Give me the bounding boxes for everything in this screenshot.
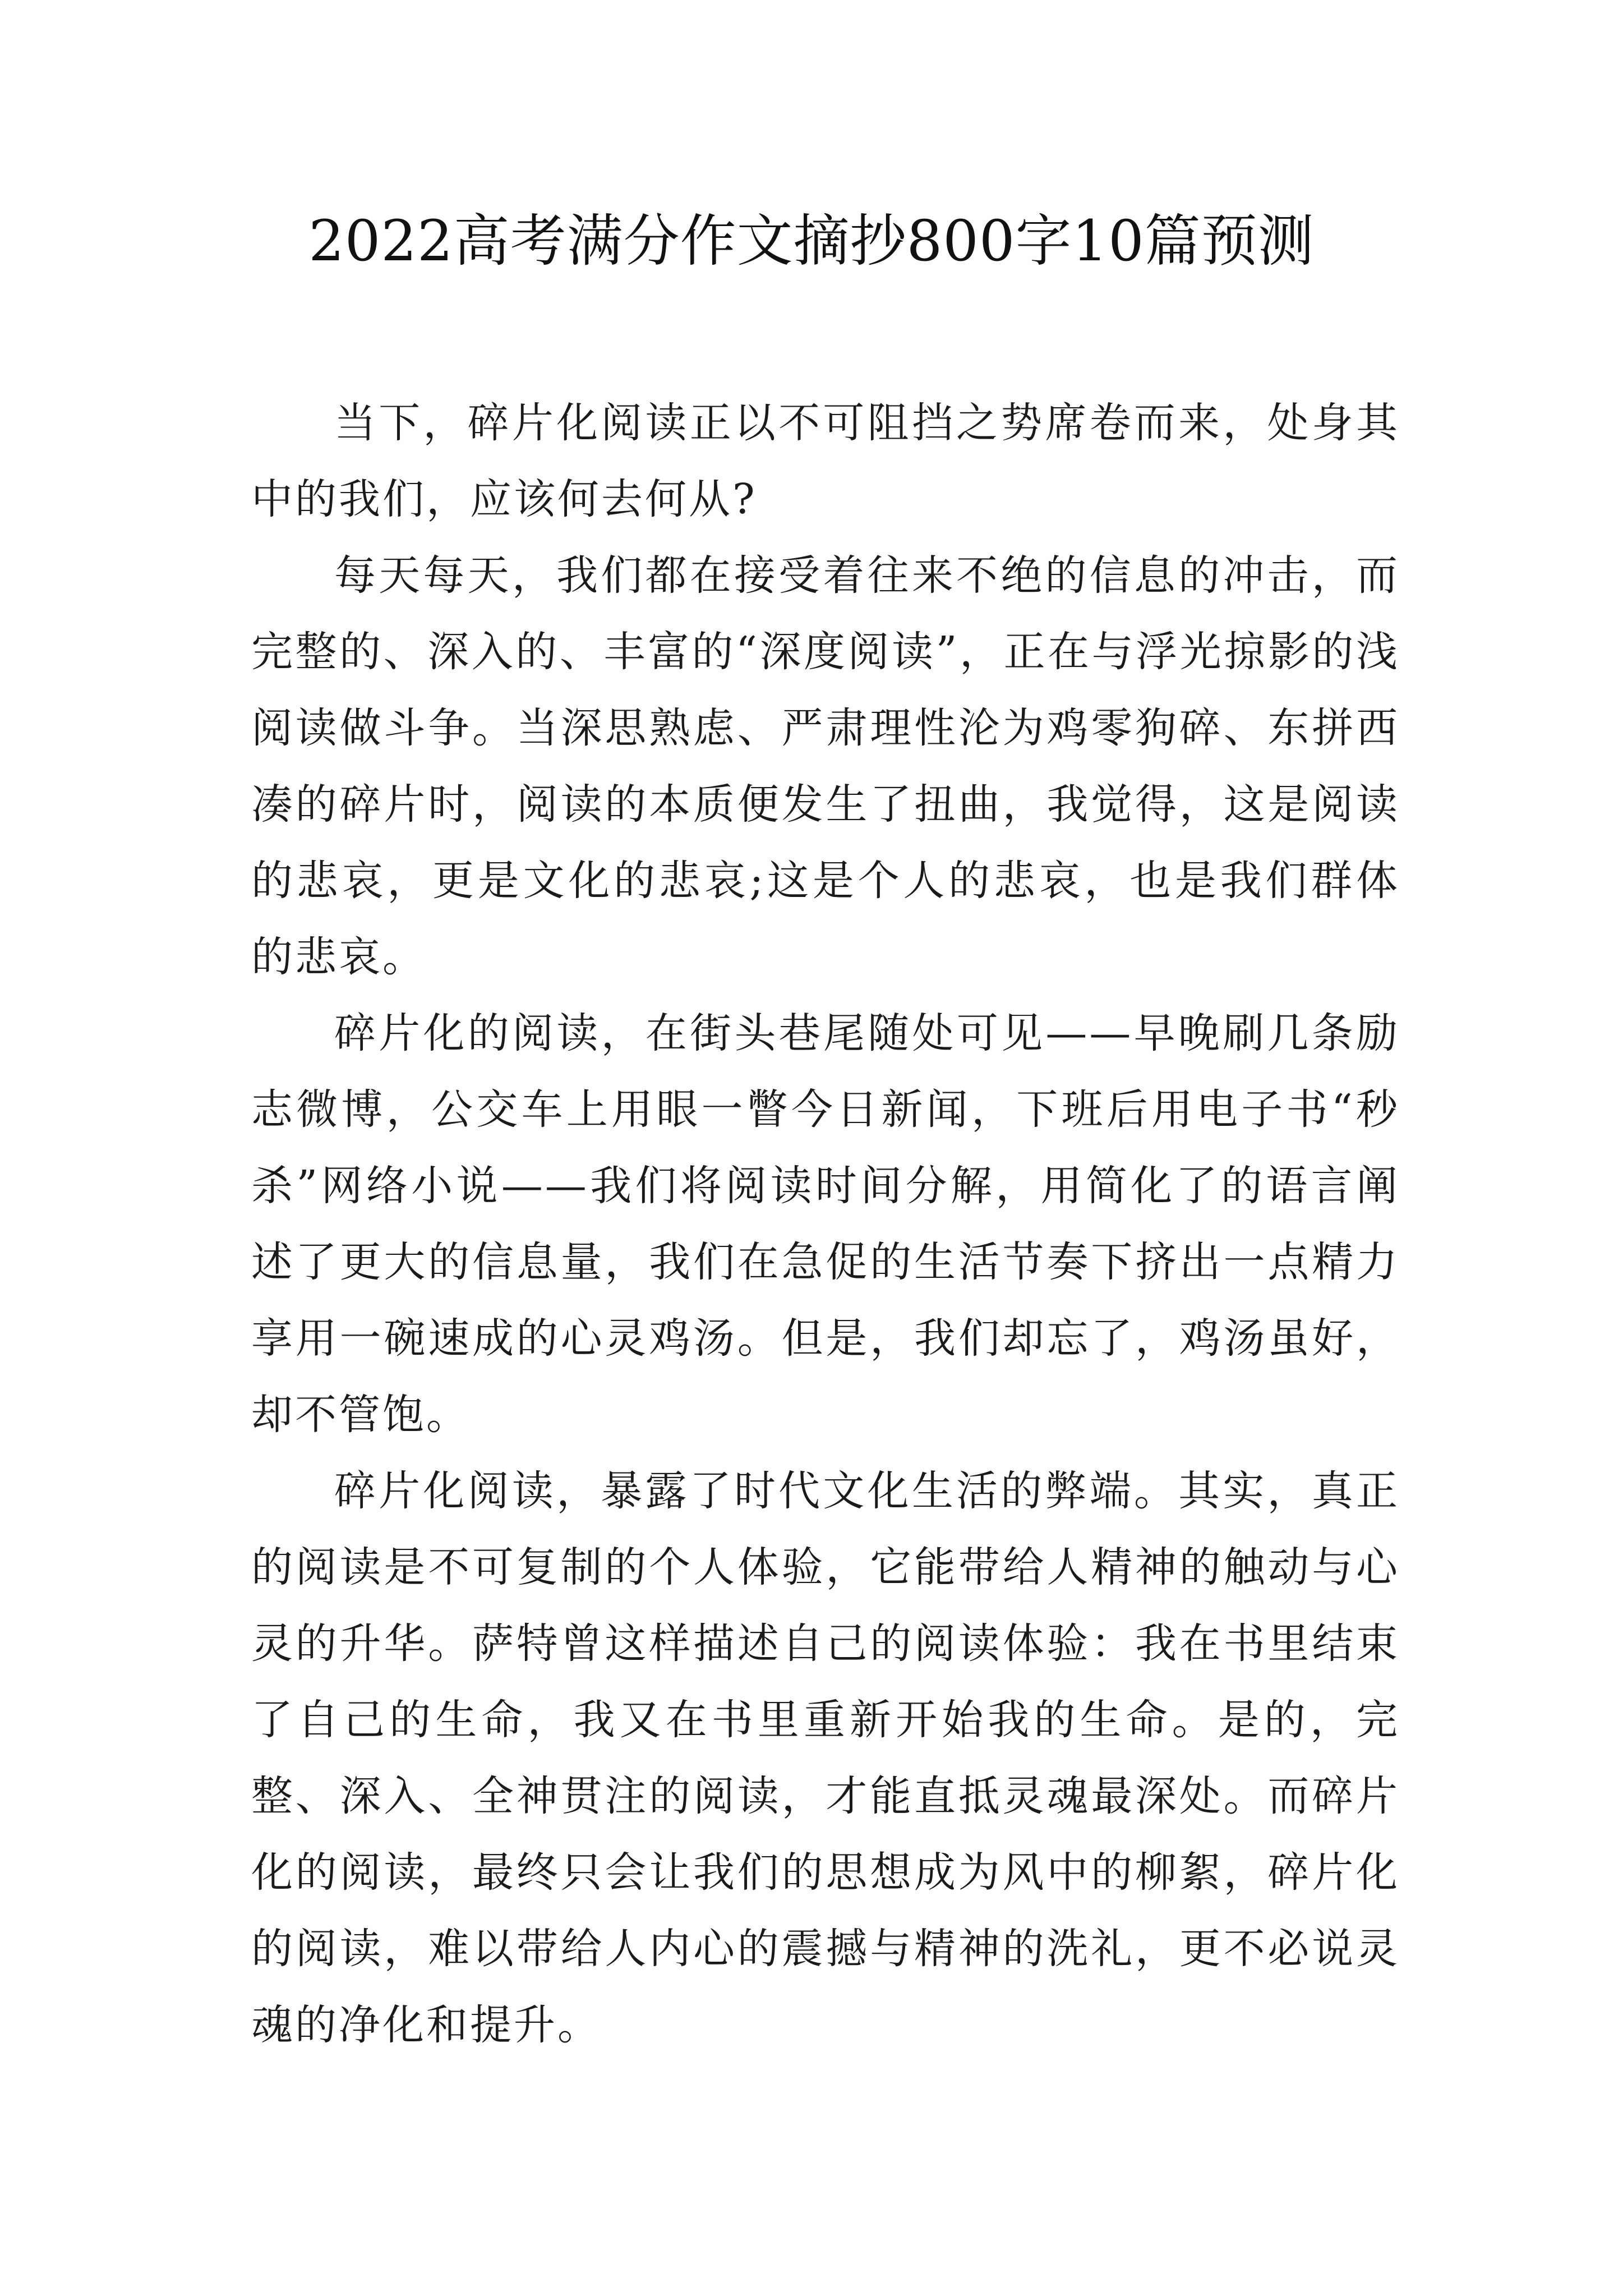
document-title: 2022高考满分作文摘抄800字10篇预测 [308,208,1315,274]
paragraph: 碎片化阅读，暴露了时代文化生活的弊端。其实，真正的阅读是不可复制的个人体验，它能带给人精神的触动与心灵的升华。萨特曾这样描述自己的阅读体验：我在书里结束了自己的生命，我又在书里重新开始我的生命。是的，完整、深入、全神贯注的阅读，才能直抵灵魂最深处。而碎片化的阅读，最终只会让我们的思想成为风中的柳絮，碎片化的阅读，难以带给人内心的震撼与精神的洗礼，更不必说灵魂的净化和提升。 [251,1467,1400,2049]
paragraph: 碎片化的阅读，在街头巷尾随处可见——早晚刷几条励志微博，公交车上用眼一瞥今日新闻，下班后用电子书“秒杀”网络小说——我们将阅读时间分解，用简化了的语言阐述了更大的信息量，我们在急促的生活节奏下挤出一点精力享用一碗速成的心灵鸡汤。但是，我们却忘了，鸡汤虽好，却不管饱。 [251,1009,1400,1439]
document-body [251,385,1400,2063]
paragraph: 当下，碎片化阅读正以不可阻挡之势席卷而来，处身其中的我们，应该何去何从? [251,399,1400,523]
paragraph: 每天每天，我们都在接受着往来不绝的信息的冲击，而完整的、深入的、丰富的“深度阅读”，正在与浮光掠影的浅阅读做斗争。当深思熟虑、严肃理性沦为鸡零狗碎、东拼西凑的碎片时，阅读的本质便发生了扭曲，我觉得，这是阅读的悲哀，更是文化的悲哀;这是个人的悲哀，也是我们群体的悲哀。 [251,551,1400,981]
